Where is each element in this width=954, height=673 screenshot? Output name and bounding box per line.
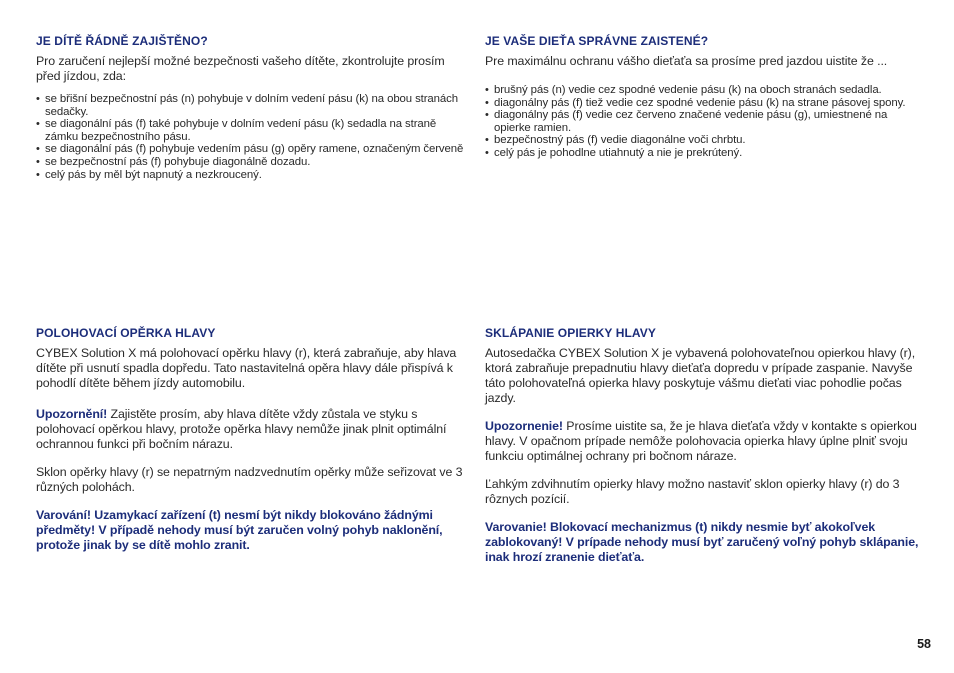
paragraph: Autosedačka CYBEX Solution X je vybavená polohovateľnou opierkou hlavy (r), ktorá zabraňuje prepadnutiu hlavy dieťaťa dopredu v prípade zaspanie. Navyše táto polohovateľná opierka hlavy poskytuje vášmu dieťati viac pohodlie počas jazdy. <box>485 346 916 405</box>
checklist <box>36 93 471 181</box>
section-headrest-sk <box>485 326 920 565</box>
list-item: • celý pás je pohodlne utiahnutý a nie je prekrútený. <box>485 147 920 160</box>
section-child-secured-sk <box>485 34 920 160</box>
warning-label: Upozornění! <box>36 407 108 421</box>
list-item: • se bezpečnostní pás (f) pohybuje diagonálně dozadu. <box>36 156 471 169</box>
paragraph: Ľahkým zdvihnutím opierky hlavy možno nastaviť sklon opierky hlavy (r) do 3 rôznych pozícií. <box>485 477 900 506</box>
list-item: • diagonálny pás (f) tiež vedie cez spodné vedenie pásu (k) na strane pásovej spony. <box>485 97 920 110</box>
checklist <box>485 84 920 160</box>
list-item: • bezpečnostný pás (f) vedie diagonálne voči chrbtu. <box>485 134 920 147</box>
paragraph: Sklon opěrky hlavy (r) se nepatrným nadzvednutím opěrky může seřizovat ve 3 různých polohách. <box>36 465 463 494</box>
section-heading: POLOHOVACÍ OPĚRKA HLAVY <box>36 326 216 340</box>
section-headrest-cz <box>36 326 471 553</box>
intro-text: Pre maximálnu ochranu vášho dieťaťa sa prosíme pred jazdou uistite že ... <box>485 54 888 68</box>
page-number: 58 <box>917 637 931 651</box>
section-heading: SKLÁPANIE OPIERKY HLAVY <box>485 326 656 340</box>
caution-paragraph: Varování! Uzamykací zařízení (t) nesmí být nikdy blokováno žádnými předměty! V případě nehody musí být zaručen volný pohyb naklonění, protože jinak by se dítě mohlo zranit. <box>36 508 443 552</box>
warning-label: Upozornenie! <box>485 419 563 433</box>
warning-paragraph <box>36 407 471 452</box>
list-item: • se diagonální pás (f) také pohybuje v dolním vedení pásu (k) sedadla na straně zámku bezpečnostního pásu. <box>36 118 471 143</box>
list-item: • diagonálny pás (f) vedie cez červeno značené vedenie pásu (g), umiestnené na opierke ramien. <box>485 109 920 134</box>
section-child-secured-cz <box>36 34 471 181</box>
warning-text: Prosíme uistite sa, že je hlava dieťaťa vždy v kontakte s opierkou hlavy. V opačnom prípade nemôže polohovacia opierka hlavy úplne plniť svoju funkciu optimálnej ochrany pri bočnom náraze. <box>485 419 917 463</box>
warning-paragraph <box>485 419 920 464</box>
caution-paragraph: Varovanie! Blokovací mechanizmus (t) nikdy nesmie byť akokoľvek zablokovaný! V prípade nehody musí byť zaručený voľný pohyb sklápanie, inak hrozí zranenie dieťaťa. <box>485 520 919 564</box>
list-item: • se břišní bezpečnostní pás (n) pohybuje v dolním vedení pásu (k) na obou stranách sedačky. <box>36 93 471 118</box>
list-item: • celý pás by měl být napnutý a nezkroucený. <box>36 169 471 182</box>
list-item: • se diagonální pás (f) pohybuje vedením pásu (g) opěry ramene, označeným červeně <box>36 143 471 156</box>
list-item: • brušný pás (n) vedie cez spodné vedenie pásu (k) na oboch stranách sedadla. <box>485 84 920 97</box>
section-heading: JE DÍTĚ ŘÁDNĚ ZAJIŠTĚNO? <box>36 34 208 48</box>
intro-text: Pro zaručení nejlepší možné bezpečnosti vašeho dítěte, zkontrolujte prosím před jízdou, zda: <box>36 54 445 83</box>
warning-text: Zajistěte prosím, aby hlava dítěte vždy zůstala ve styku s polohovací opěrkou hlavy, protože opěrka hlavy nemůže jinak plnit optimální ochrannou funkci při bočním nárazu. <box>36 407 447 451</box>
section-heading: JE VAŠE DIEŤA SPRÁVNE ZAISTENÉ? <box>485 34 709 48</box>
paragraph: CYBEX Solution X má polohovací opěrku hlavy (r), která zabraňuje, aby hlava dítěte při usnutí spadla dopředu. Tato nastavitelná opěra hlavy dále přispívá k pohodlí dítěte během jízdy automobilu. <box>36 346 457 390</box>
